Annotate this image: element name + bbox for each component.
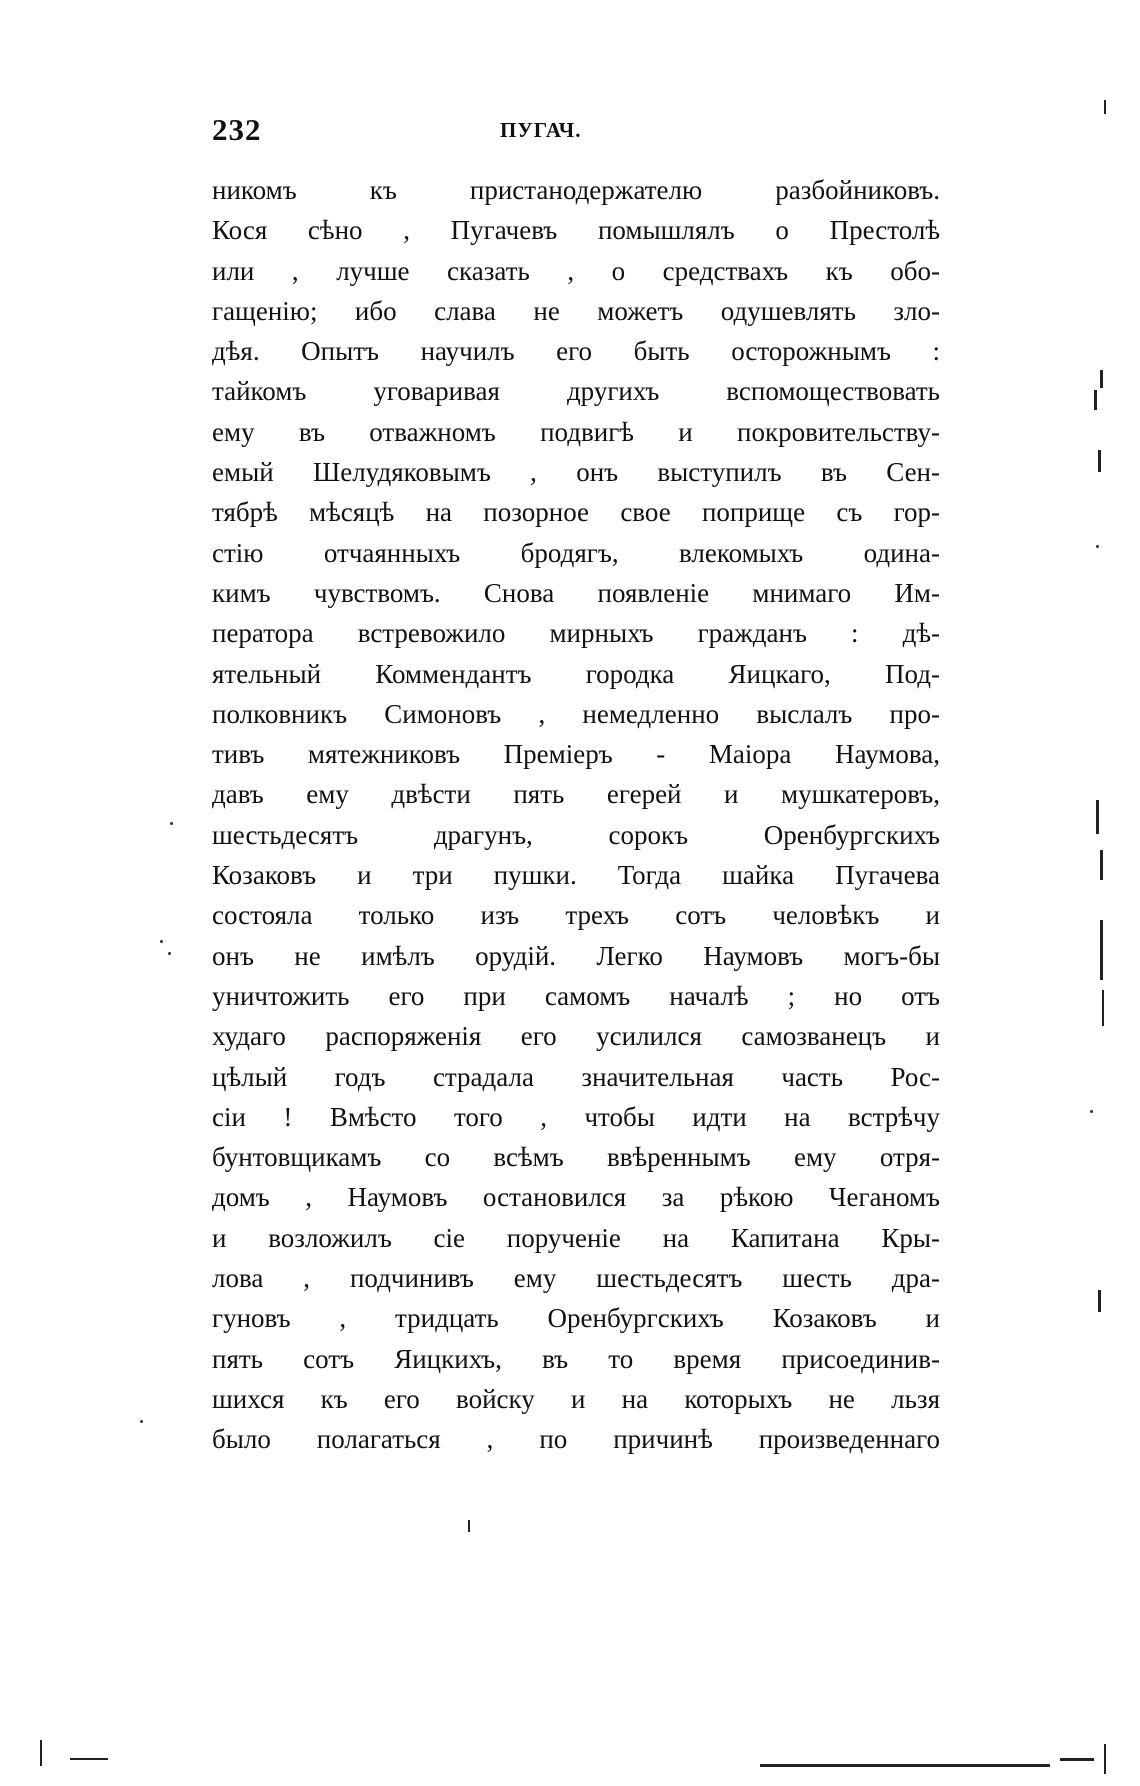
scan-artifact [40, 1740, 42, 1766]
scan-artifact [468, 1520, 470, 1532]
text-line: домъ , Наумовъ остановился за рѣкою Чеганомъ [212, 1182, 940, 1213]
scan-artifact [1096, 800, 1099, 834]
text-line: никомъ къ пристанодержателю разбойниковъ. [212, 175, 940, 205]
text-line: ятельный Коммендантъ городка Яицкаго, Под- [212, 658, 940, 689]
scan-artifact [760, 1764, 1050, 1767]
scan-artifact [1100, 920, 1103, 980]
scan-artifact [1100, 370, 1103, 388]
text-line: онъ не имѣлъ орудій. Легко Наумовъ могъ-бы [212, 940, 940, 971]
text-line: гуновъ , тридцать Оренбургскихъ Козаковъ и [212, 1303, 940, 1334]
text-line: Кося сѣно , Пугачевъ помышлялъ о Престолѣ [212, 215, 940, 246]
text-line: или , лучше сказать , о средствахъ къ обо- [212, 255, 940, 286]
text-line: худаго распоряженія его усилился самозванецъ и [212, 1021, 940, 1052]
scan-artifact [1098, 1290, 1101, 1312]
text-line: полковникъ Симоновъ , немедленно выслалъ про- [212, 698, 940, 729]
scan-artifact [1096, 545, 1099, 548]
text-line: дѣя. Опытъ научилъ его быть осторожнымъ : [212, 336, 940, 367]
scan-artifact [1102, 990, 1104, 1026]
running-head: ПУГАЧ. [500, 118, 582, 142]
text-line: бунтовщикамъ со всѣмъ ввѣреннымъ ему отря- [212, 1142, 940, 1173]
body-text [212, 170, 940, 1460]
text-line: Козаковъ и три пушки. Тогда шайка Пугачева [212, 860, 940, 891]
text-line: тайкомъ уговаривая другихъ вспомоществовать [212, 376, 940, 407]
text-line: пять сотъ Яицкихъ, въ то время присоединив- [212, 1343, 940, 1374]
scan-artifact [1104, 1744, 1106, 1774]
text-line: тивъ мятежниковъ Премiеръ - Маiора Наумова, [212, 739, 940, 770]
scan-artifact [140, 1420, 143, 1423]
text-line: кимъ чувствомъ. Снова появленіе мнимаго Им- [212, 577, 940, 608]
scan-artifact [1104, 100, 1106, 114]
page-number: 232 [212, 112, 262, 147]
text-line: шестьдесятъ драгунъ, сорокъ Оренбургскихъ [212, 819, 940, 850]
text-line: уничтожить его при самомъ началѣ ; но отъ [212, 980, 940, 1011]
page-header [212, 112, 932, 152]
scan-artifact [1098, 450, 1101, 472]
text-line: стію отчаянныхъ бродягъ, влекомыхъ одина- [212, 537, 940, 568]
text-line: емый Шелудяковымъ , онъ выступилъ въ Сен- [212, 457, 940, 488]
scan-artifact [70, 1758, 108, 1760]
text-line last: было полагаться , по причинѣ произведеннаго [212, 1424, 940, 1455]
text-line: тябрѣ мѣсяцѣ на позорное свое поприще съ гор- [212, 497, 940, 528]
text-line: ему въ отважномъ подвигѣ и покровительству- [212, 416, 940, 447]
text-line: гащенію; ибо слава не можетъ одушевлять зло- [212, 295, 940, 326]
text-line: сіи ! Вмѣсто того , чтобы идти на встрѣчу [212, 1101, 940, 1132]
scan-artifact [1094, 390, 1097, 410]
text-line: ператора встревожило мирныхъ гражданъ : дѣ- [212, 618, 940, 649]
scan-artifact [168, 952, 171, 955]
scan-artifact [1060, 1758, 1094, 1761]
scan-artifact [170, 822, 173, 825]
text-line: давъ ему двѣсти пять егерей и мушкатеровъ, [212, 779, 940, 810]
text-line: цѣлый годъ страдала значительная часть Рос- [212, 1061, 940, 1092]
scan-artifact [160, 940, 163, 943]
text-line: лова , подчинивъ ему шестьдесятъ шесть дра- [212, 1263, 940, 1294]
text-line: и возложилъ сіе порученіе на Капитана Кры- [212, 1222, 940, 1253]
text-line: шихся къ его войску и на которыхъ не льзя [212, 1383, 940, 1414]
text-line: состояла только изъ трехъ сотъ человѣкъ и [212, 900, 940, 931]
scan-artifact [1090, 1110, 1093, 1113]
scan-artifact [1100, 850, 1103, 880]
